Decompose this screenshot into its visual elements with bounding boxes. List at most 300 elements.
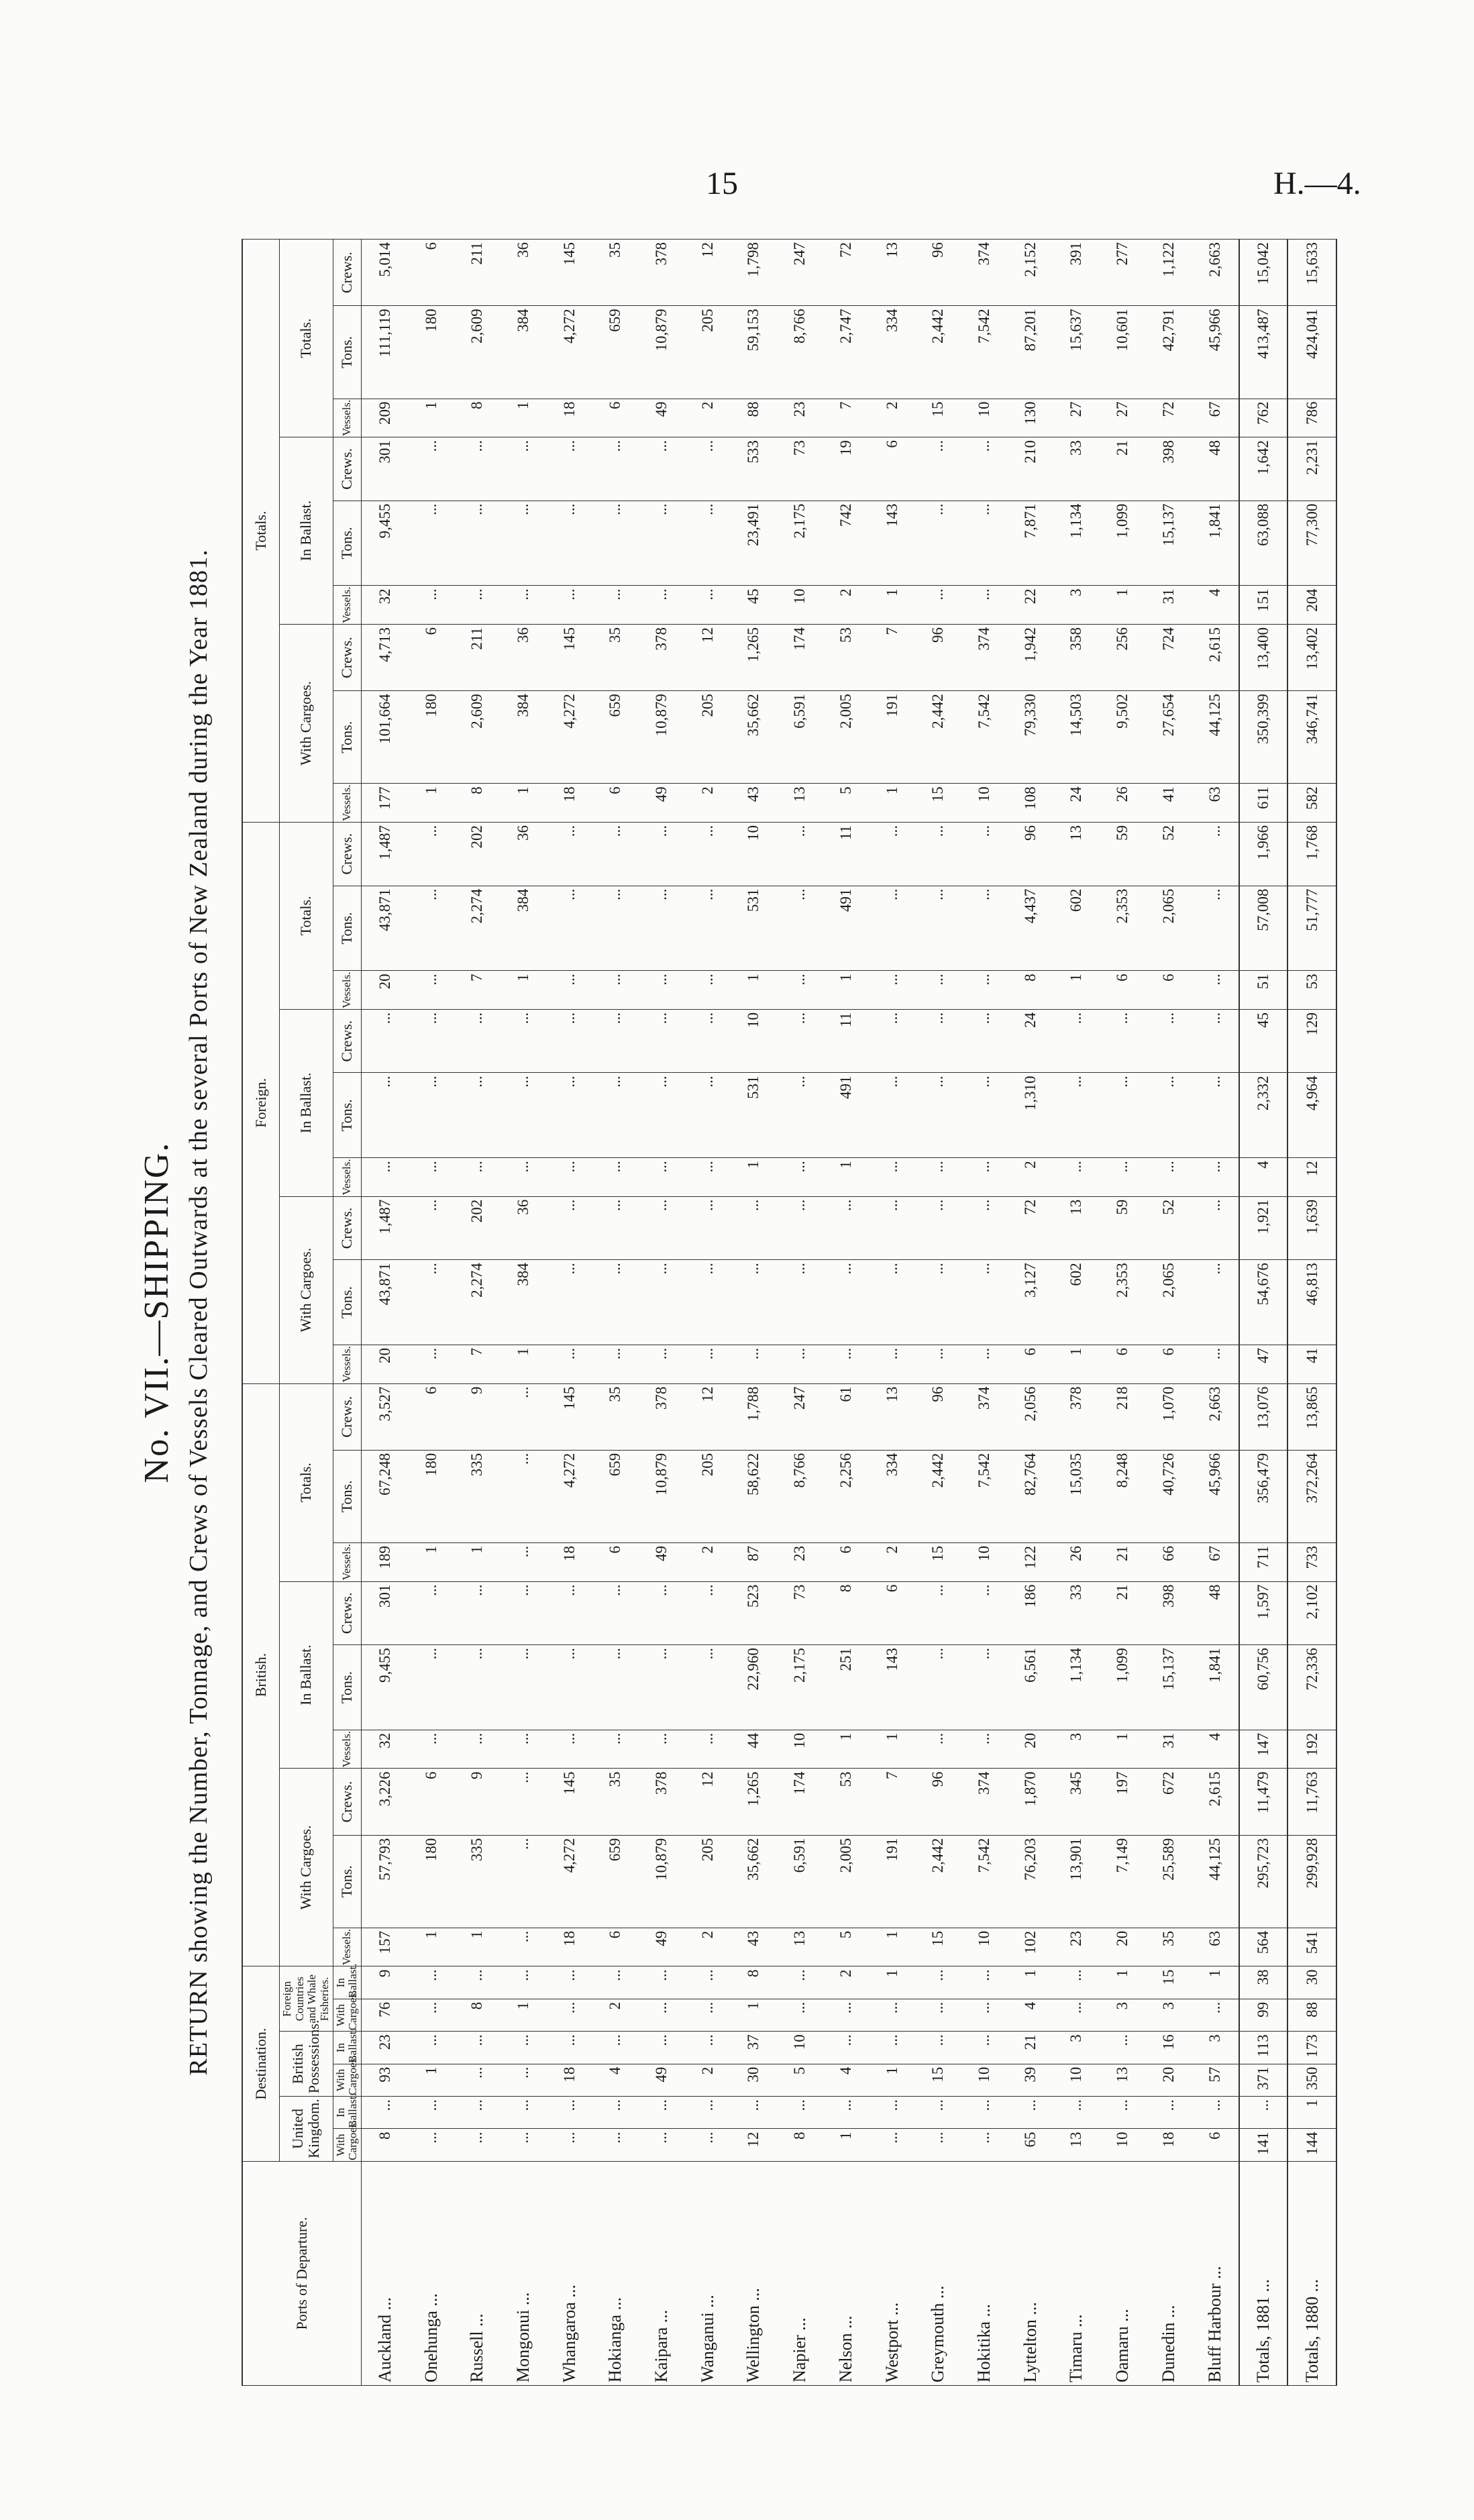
table-cell: 2: [1007, 1158, 1053, 1197]
table-cell: 1: [1287, 2097, 1336, 2129]
table-cell: 2: [592, 1999, 639, 2031]
table-cell: 13: [1100, 2064, 1146, 2096]
table-cell: 47: [1239, 1345, 1288, 1384]
table-row: [777, 240, 823, 2386]
table-cell: 143: [869, 1645, 915, 1730]
page-subtitle: RETURN showing the Number, Tonnage, and Crews of Vessels Cleared Outwards at the several Ports of New Zealand during the Year 1881.: [185, 549, 213, 2076]
table-cell: 57,008: [1239, 886, 1288, 971]
table-cell: 20: [362, 971, 409, 1010]
table-cell: 145: [546, 240, 592, 306]
uk-header: United Kingdom.: [280, 2097, 333, 2162]
table-cell: 413,487: [1239, 306, 1288, 399]
table-cell: 346,741: [1287, 691, 1336, 784]
port-name: Nelson ...: [823, 2161, 870, 2385]
table-cell: 20: [362, 1345, 409, 1384]
table-cell: ...: [823, 1999, 870, 2031]
table-cell: 8: [454, 784, 501, 823]
table-cell: 4,272: [546, 1450, 592, 1542]
table-cell: 2: [684, 2064, 731, 2096]
table-cell: 1,798: [731, 240, 777, 306]
table-cell: ...: [869, 1345, 915, 1384]
table-cell: 2,442: [915, 1835, 961, 1928]
table-cell: ...: [408, 1581, 454, 1644]
table-cell: 358: [1053, 625, 1100, 691]
table-cell: 1: [869, 1730, 915, 1769]
table-cell: ...: [639, 437, 685, 501]
table-cell: 659: [592, 306, 639, 399]
table-cell: 378: [639, 625, 685, 691]
table-cell: ...: [1192, 1345, 1239, 1384]
table-cell: 143: [869, 501, 915, 586]
table-cell: ...: [684, 1158, 731, 1197]
table-cell: ...: [869, 2032, 915, 2064]
table-cell: 541: [1287, 1928, 1336, 1966]
foreign-header: Foreign.: [242, 822, 280, 1383]
table-cell: ...: [501, 1581, 547, 1644]
foreign-in-ballast-header: In Ballast.: [280, 1009, 333, 1196]
table-cell: 21: [1100, 1581, 1146, 1644]
table-cell: 398: [1145, 437, 1192, 501]
table-cell: ...: [684, 437, 731, 501]
table-cell: 6: [408, 240, 454, 306]
table-cell: ...: [639, 1009, 685, 1072]
table-cell: 12: [1287, 1158, 1336, 1197]
table-cell: 49: [639, 1928, 685, 1966]
table-cell: 48: [1192, 1581, 1239, 1644]
table-cell: 384: [501, 306, 547, 399]
crews-column-header: Crews.: [333, 1383, 361, 1450]
table-cell: ...: [1192, 1158, 1239, 1197]
table-cell: ...: [546, 2097, 592, 2129]
table-cell: ...: [639, 1345, 685, 1384]
table-cell: ...: [408, 1196, 454, 1259]
table-cell: 1: [408, 399, 454, 437]
table-cell: 130: [1007, 399, 1053, 437]
table-cell: 53: [1287, 971, 1336, 1010]
table-cell: 12: [731, 2129, 777, 2161]
table-cell: 2,663: [1192, 1383, 1239, 1450]
table-row: [869, 240, 915, 2386]
table-cell: 5: [777, 2064, 823, 2096]
table-cell: 2,102: [1287, 1581, 1336, 1644]
table-cell: 1,134: [1053, 1645, 1100, 1730]
table-cell: 6: [1100, 1345, 1146, 1384]
table-cell: 335: [454, 1450, 501, 1542]
table-cell: ...: [501, 586, 547, 625]
table-cell: 6: [869, 1581, 915, 1644]
table-cell: 13: [1053, 822, 1100, 886]
table-cell: 523: [731, 1581, 777, 1644]
table-cell: ...: [777, 1966, 823, 1999]
table-cell: ...: [501, 1645, 547, 1730]
table-cell: ...: [546, 971, 592, 1010]
table-cell: 27: [1053, 399, 1100, 437]
table-cell: ...: [408, 1966, 454, 1999]
table-cell: ...: [546, 1730, 592, 1769]
table-cell: ...: [592, 1581, 639, 1644]
bp-in-ballast: In Ballast.: [333, 2032, 361, 2064]
table-cell: ...: [592, 822, 639, 886]
table-cell: ...: [546, 1196, 592, 1259]
table-cell: 76,203: [1007, 1835, 1053, 1928]
table-cell: 61: [823, 1383, 870, 1450]
table-cell: ...: [592, 1645, 639, 1730]
table-cell: ...: [1053, 1966, 1100, 1999]
table-cell: ...: [408, 1073, 454, 1158]
table-cell: 7: [869, 1769, 915, 1835]
table-cell: 35: [592, 1769, 639, 1835]
table-cell: 87: [731, 1543, 777, 1582]
table-cell: 180: [408, 691, 454, 784]
table-cell: ...: [915, 971, 961, 1010]
table-cell: 2: [823, 586, 870, 625]
table-cell: ...: [961, 1345, 1008, 1384]
table-cell: ...: [869, 971, 915, 1010]
table-cell: 13: [777, 1928, 823, 1966]
table-cell: 2: [684, 399, 731, 437]
table-cell: 1: [823, 2129, 870, 2161]
tons-column-header: Tons.: [333, 1073, 361, 1158]
table-cell: 1,841: [1192, 1645, 1239, 1730]
table-cell: 45: [1239, 1009, 1288, 1072]
table-cell: 12: [684, 1383, 731, 1450]
port-name: Mongonui ...: [501, 2161, 547, 2385]
table-cell: 247: [777, 1383, 823, 1450]
table-cell: 533: [731, 437, 777, 501]
totals-row: [1287, 240, 1336, 2386]
table-cell: ...: [961, 1581, 1008, 1644]
table-cell: 35: [1145, 1928, 1192, 1966]
table-cell: 582: [1287, 784, 1336, 823]
table-cell: 2: [869, 1543, 915, 1582]
table-cell: ...: [408, 1260, 454, 1345]
table-cell: ...: [961, 1009, 1008, 1072]
table-cell: 10: [961, 399, 1008, 437]
table-cell: 191: [869, 1835, 915, 1928]
table-cell: 44,125: [1192, 1835, 1239, 1928]
table-cell: 39: [1007, 2064, 1053, 2096]
table-cell: 6: [823, 1543, 870, 1582]
table-cell: ...: [915, 2129, 961, 2161]
table-cell: 67: [1192, 399, 1239, 437]
table-cell: 113: [1239, 2032, 1288, 2064]
port-name: Greymouth ...: [915, 2161, 961, 2385]
table-cell: 8,766: [777, 306, 823, 399]
table-cell: 49: [639, 2064, 685, 2096]
table-cell: 44: [731, 1730, 777, 1769]
table-cell: ...: [684, 1260, 731, 1345]
table-cell: ...: [1007, 2097, 1053, 2129]
table-cell: 45,966: [1192, 1450, 1239, 1542]
table-row: [362, 240, 409, 2386]
table-cell: ...: [684, 1645, 731, 1730]
table-cell: 374: [961, 1769, 1008, 1835]
table-cell: 13: [869, 240, 915, 306]
table-cell: 35,662: [731, 691, 777, 784]
totals-row: [1239, 240, 1288, 2386]
port-name: Dunedin ...: [1145, 2161, 1192, 2385]
table-cell: 6: [1145, 1345, 1192, 1384]
table-cell: 2,442: [915, 306, 961, 399]
table-cell: 4,713: [362, 625, 409, 691]
table-cell: ...: [592, 1158, 639, 1197]
table-cell: 33: [1053, 437, 1100, 501]
table-cell: ...: [639, 1260, 685, 1345]
table-cell: 3,226: [362, 1769, 409, 1835]
table-row: [961, 240, 1008, 2386]
table-cell: ...: [501, 437, 547, 501]
table-row: [1100, 240, 1146, 2386]
table-cell: 1: [731, 971, 777, 1010]
table-cell: 335: [454, 1835, 501, 1928]
table-cell: ...: [823, 1196, 870, 1259]
table-cell: 10,601: [1100, 306, 1146, 399]
table-cell: 6,561: [1007, 1645, 1053, 1730]
british-with-cargoes-header: With Cargoes.: [280, 1769, 333, 1966]
table-cell: 10: [961, 784, 1008, 823]
table-cell: ...: [501, 1730, 547, 1769]
table-cell: 1,265: [731, 625, 777, 691]
table-cell: 12: [684, 1769, 731, 1835]
table-cell: ...: [639, 2032, 685, 2064]
table-cell: 73: [777, 1581, 823, 1644]
table-cell: ...: [639, 586, 685, 625]
table-cell: ...: [961, 586, 1008, 625]
table-cell: 24: [1053, 784, 1100, 823]
table-cell: 9: [454, 1383, 501, 1450]
table-cell: ...: [961, 971, 1008, 1010]
table-cell: ...: [777, 822, 823, 886]
table-cell: 1: [1053, 1345, 1100, 1384]
table-cell: 3: [1192, 2032, 1239, 2064]
table-cell: 205: [684, 1450, 731, 1542]
table-cell: 8: [731, 1966, 777, 1999]
table-cell: 1: [501, 399, 547, 437]
table-cell: 32: [362, 1730, 409, 1769]
vessels-column-header: Vessels.: [333, 971, 361, 1010]
table-cell: ...: [915, 1730, 961, 1769]
table-cell: 611: [1239, 784, 1288, 823]
table-cell: 6: [1145, 971, 1192, 1010]
table-cell: ...: [408, 586, 454, 625]
table-cell: 43,871: [362, 886, 409, 971]
table-cell: 1,942: [1007, 625, 1053, 691]
table-cell: ...: [961, 1999, 1008, 2031]
table-cell: 7: [823, 399, 870, 437]
table-cell: 1: [408, 1543, 454, 1582]
table-cell: 31: [1145, 1730, 1192, 1769]
table-cell: ...: [915, 1645, 961, 1730]
table-cell: ...: [684, 1345, 731, 1384]
table-cell: 210: [1007, 437, 1053, 501]
table-cell: ...: [454, 1073, 501, 1158]
tons-column-header: Tons.: [333, 1260, 361, 1345]
table-cell: 49: [639, 399, 685, 437]
table-cell: 35,662: [731, 1835, 777, 1928]
tons-column-header: Tons.: [333, 1645, 361, 1730]
table-cell: ...: [546, 1999, 592, 2031]
table-cell: 11,479: [1239, 1769, 1288, 1835]
table-cell: ...: [639, 2097, 685, 2129]
fc-in-ballast: In Ballast.: [333, 1966, 361, 1999]
table-cell: 27,654: [1145, 691, 1192, 784]
table-cell: 4: [1192, 586, 1239, 625]
table-cell: ...: [454, 1158, 501, 1197]
table-cell: ...: [1053, 2097, 1100, 2129]
table-cell: ...: [592, 2032, 639, 2064]
table-cell: ...: [592, 586, 639, 625]
table-cell: 4: [1192, 1730, 1239, 1769]
table-cell: 15: [915, 1543, 961, 1582]
table-cell: 3,527: [362, 1383, 409, 1450]
table-cell: 67: [1192, 1543, 1239, 1582]
crews-column-header: Crews.: [333, 822, 361, 886]
totals-in-ballast-header: In Ballast.: [280, 437, 333, 625]
table-cell: ...: [777, 1345, 823, 1384]
table-cell: ...: [639, 1073, 685, 1158]
table-cell: ...: [731, 2097, 777, 2129]
table-cell: 378: [639, 1383, 685, 1450]
table-cell: ...: [915, 886, 961, 971]
table-cell: 9: [454, 1769, 501, 1835]
table-cell: 57: [1192, 2064, 1239, 2096]
table-cell: 1: [501, 784, 547, 823]
vessels-column-header: Vessels.: [333, 1730, 361, 1769]
table-row: [1192, 240, 1239, 2386]
table-cell: 18: [546, 784, 592, 823]
table-cell: 724: [1145, 625, 1192, 691]
table-cell: 18: [1145, 2129, 1192, 2161]
table-cell: 38: [1239, 1966, 1288, 1999]
table-cell: 108: [1007, 784, 1053, 823]
table-cell: ...: [684, 822, 731, 886]
table-cell: ...: [684, 2129, 731, 2161]
table-cell: 2,609: [454, 306, 501, 399]
crews-column-header: Crews.: [333, 437, 361, 501]
table-cell: 46,813: [1287, 1260, 1336, 1345]
table-cell: 1,070: [1145, 1383, 1192, 1450]
table-cell: ...: [501, 2129, 547, 2161]
table-cell: 8: [454, 399, 501, 437]
table-row: [501, 240, 547, 2386]
table-cell: 145: [546, 1769, 592, 1835]
table-cell: 151: [1239, 586, 1288, 625]
table-cell: ...: [408, 1158, 454, 1197]
table-row: [592, 240, 639, 2386]
table-cell: ...: [501, 501, 547, 586]
table-cell: 1,768: [1287, 822, 1336, 886]
table-cell: 374: [961, 625, 1008, 691]
table-cell: 41: [1145, 784, 1192, 823]
table-cell: 5,014: [362, 240, 409, 306]
table-cell: 299,928: [1287, 1835, 1336, 1928]
table-cell: 101,664: [362, 691, 409, 784]
table-cell: ...: [362, 2097, 409, 2129]
table-cell: ...: [592, 1345, 639, 1384]
table-cell: ...: [592, 1260, 639, 1345]
table-cell: ...: [592, 971, 639, 1010]
table-cell: 21: [1007, 2032, 1053, 2064]
table-cell: 1: [869, 1966, 915, 1999]
table-cell: 77,300: [1287, 501, 1336, 586]
table-cell: ...: [362, 1158, 409, 1197]
table-cell: 51: [1239, 971, 1288, 1010]
table-cell: 13,076: [1239, 1383, 1288, 1450]
british-in-ballast-header: In Ballast.: [280, 1581, 333, 1769]
table-cell: 10,879: [639, 691, 685, 784]
table-cell: 8,766: [777, 1450, 823, 1542]
table-cell: ...: [915, 822, 961, 886]
table-cell: ...: [684, 1730, 731, 1769]
table-cell: ...: [501, 1835, 547, 1928]
table-cell: ...: [546, 501, 592, 586]
table-cell: ...: [869, 2129, 915, 2161]
table-cell: 602: [1053, 1260, 1100, 1345]
table-cell: ...: [915, 1999, 961, 2031]
table-cell: 378: [1053, 1383, 1100, 1450]
british-totals-header: Totals.: [280, 1383, 333, 1581]
table-cell: ...: [684, 1966, 731, 1999]
port-name: Russell ...: [454, 2161, 501, 2385]
table-cell: ...: [501, 1966, 547, 1999]
table-cell: ...: [1100, 1158, 1146, 1197]
port-name: Kaipara ...: [639, 2161, 685, 2385]
table-cell: 7,871: [1007, 501, 1053, 586]
table-cell: 11,763: [1287, 1769, 1336, 1835]
table-cell: ...: [731, 1260, 777, 1345]
table-cell: ...: [592, 2129, 639, 2161]
table-cell: 20: [1145, 2064, 1192, 2096]
table-cell: 40,726: [1145, 1450, 1192, 1542]
table-cell: ...: [454, 1645, 501, 1730]
table-cell: 1,487: [362, 822, 409, 886]
table-cell: ...: [915, 2032, 961, 2064]
table-cell: ...: [869, 822, 915, 886]
table-cell: 4: [1007, 1999, 1053, 2031]
table-cell: 22: [1007, 586, 1053, 625]
table-cell: 1: [454, 1928, 501, 1966]
table-cell: ...: [915, 1196, 961, 1259]
table-cell: 8: [454, 1999, 501, 2031]
table-cell: ...: [639, 822, 685, 886]
tons-column-header: Tons.: [333, 886, 361, 971]
table-cell: ...: [1192, 2097, 1239, 2129]
table-cell: 2,274: [454, 886, 501, 971]
table-cell: ...: [1192, 1073, 1239, 1158]
table-cell: 6: [869, 437, 915, 501]
table-cell: ...: [869, 1999, 915, 2031]
table-cell: 1: [869, 2064, 915, 2096]
table-cell: ...: [1100, 1009, 1146, 1072]
table-cell: 424,041: [1287, 306, 1336, 399]
table-cell: ...: [684, 586, 731, 625]
table-cell: 23: [1053, 1928, 1100, 1966]
table-cell: 52: [1145, 822, 1192, 886]
british-header: British.: [242, 1383, 280, 1966]
table-cell: 2,663: [1192, 240, 1239, 306]
table-row: [731, 240, 777, 2386]
table-cell: ...: [408, 822, 454, 886]
table-cell: ...: [777, 971, 823, 1010]
page-number: 15: [706, 166, 738, 201]
table-cell: 1,841: [1192, 501, 1239, 586]
table-cell: 384: [501, 886, 547, 971]
table-row: [915, 240, 961, 2386]
table-cell: 22,960: [731, 1645, 777, 1730]
table-cell: 1,966: [1239, 822, 1288, 886]
table-cell: 211: [454, 240, 501, 306]
table-cell: ...: [408, 437, 454, 501]
